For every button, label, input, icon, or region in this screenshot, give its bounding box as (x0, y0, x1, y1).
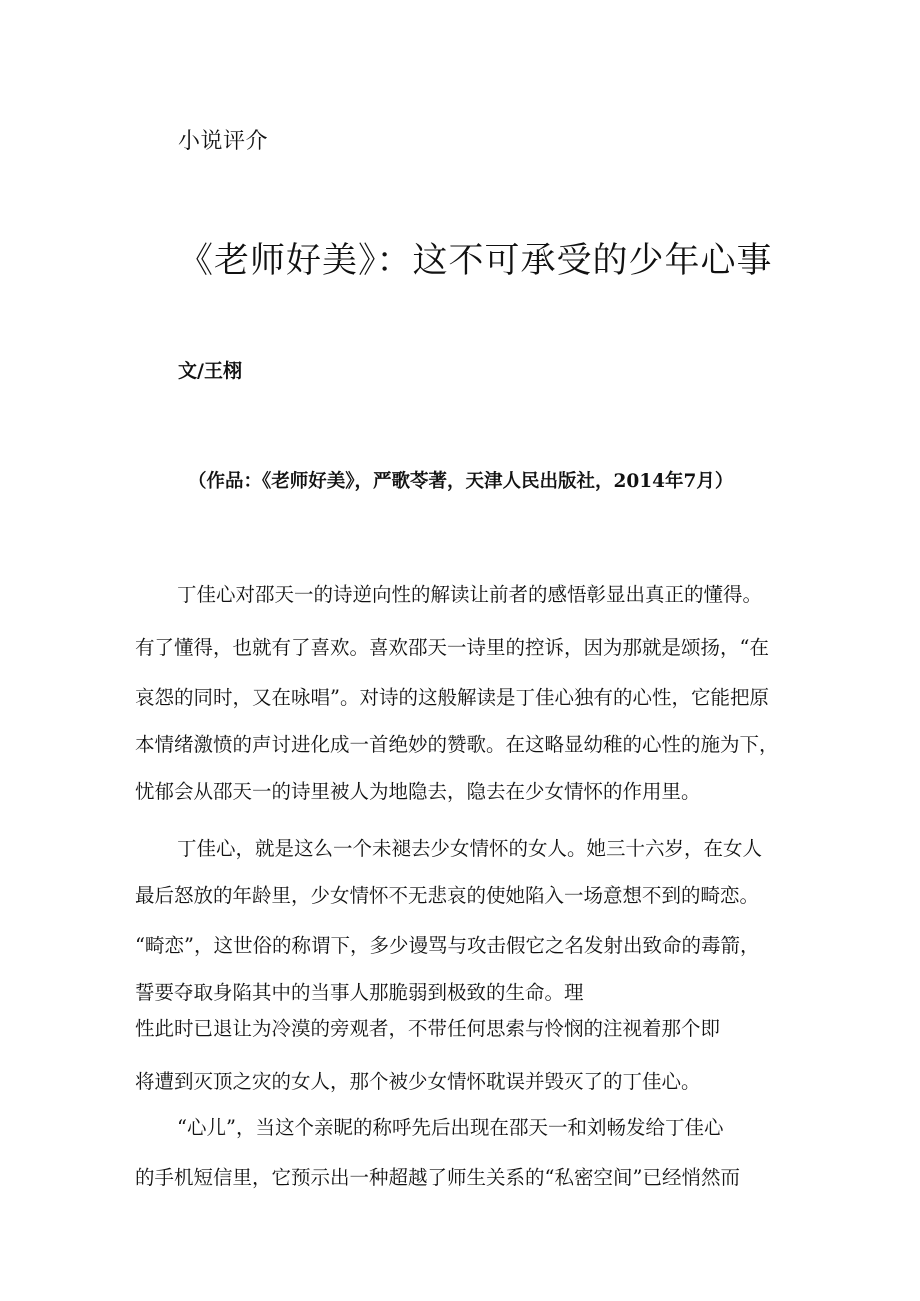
body-line: 丁佳心，就是这么一个未褪去少女情怀的女人。她三十六岁，在女人 (177, 837, 763, 860)
section-label: 小说评介 (178, 129, 269, 154)
body-line: 将遭到灭顶之灾的女人，那个被少女情怀耽误并毁灭了的丁佳心。 (135, 1070, 701, 1093)
body-line: 性此时已退让为冷漠的旁观者，不带任何思索与怜悯的注视着那个即 (135, 1017, 721, 1040)
body-line: 的手机短信里，它预示出一种超越了师生关系的“私密空间”已经悄然而 (135, 1166, 740, 1189)
body-line: 最后怒放的年龄里，少女情怀不无悲哀的使她陷入一场意想不到的畸恋。 (135, 884, 760, 907)
body-line: 有了懂得，也就有了喜欢。喜欢邵天一诗里的控诉，因为那就是颂扬，“在 (135, 636, 769, 659)
body-line: 哀怨的同时，又在咏唱”。对诗的这般解读是丁佳心独有的心性，它能把原 (135, 686, 769, 709)
work-info: （作品：《老师好美》，严歌苓著，天津人民出版社，2014年7月） (188, 471, 734, 492)
author-line: 文/王栩 (178, 360, 242, 382)
body-line: 本情绪激愤的声讨进化成一首绝妙的赞歌。在这略显幼稚的心性的施为下， (135, 733, 779, 756)
body-line: “心儿”，当这个亲昵的称呼先后出现在邵天一和刘畅发给丁佳心 (177, 1116, 724, 1139)
body-line: 忧郁会从邵天一的诗里被人为地隐去，隐去在少女情怀的作用里。 (135, 780, 701, 803)
body-line: 誓要夺取身陷其中的当事人那脆弱到极致的生命。理 (135, 981, 584, 1004)
body-line: “畸恋”，这世俗的称谓下，多少谩骂与攻击假它之名发射出致命的毒箭， (135, 934, 760, 957)
article-title: 《老师好美》：这不可承受的少年心事 (178, 241, 773, 281)
body-line: 丁佳心对邵天一的诗逆向性的解读让前者的感悟彰显出真正的懂得。 (177, 583, 763, 606)
